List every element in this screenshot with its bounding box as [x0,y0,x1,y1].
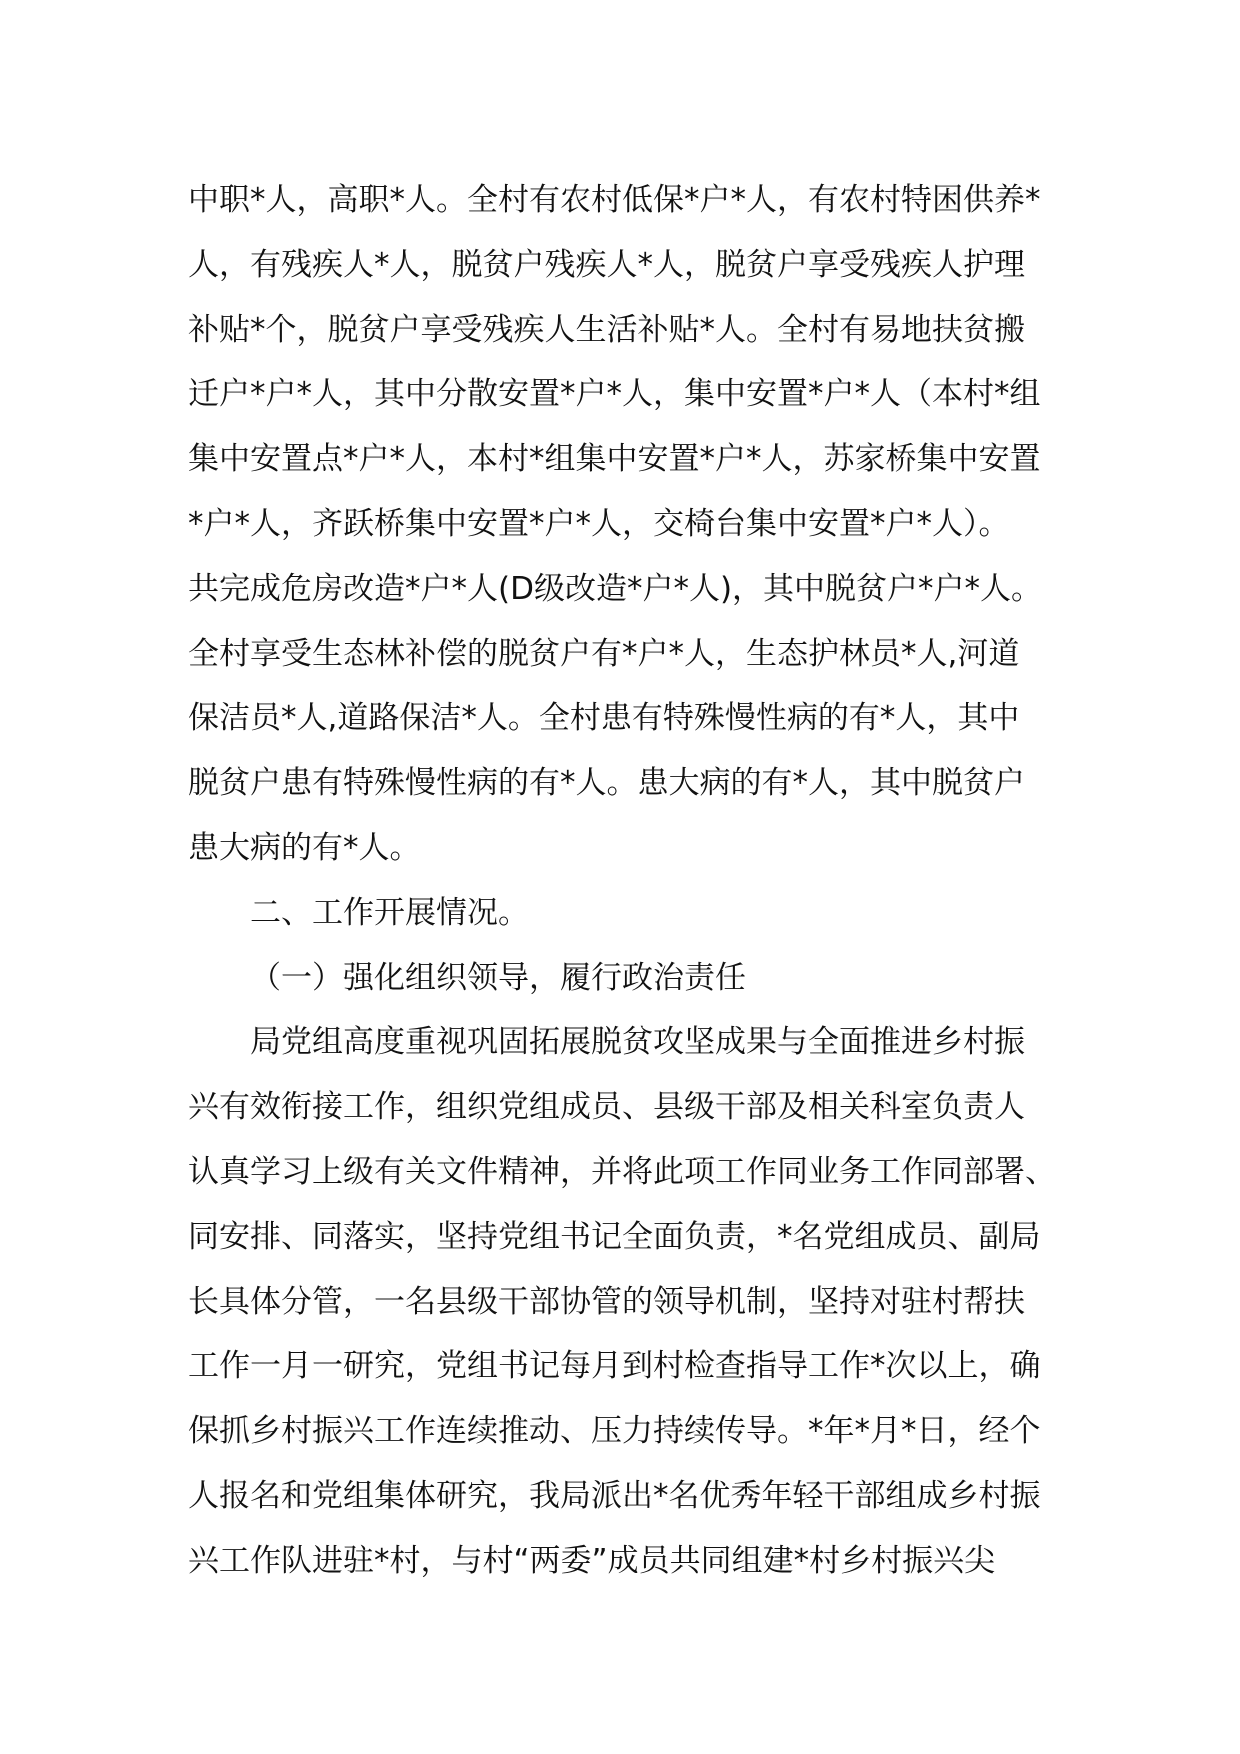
text-line: 补贴*个，脱贫户享受残疾人生活补贴*人。全村有易地扶贫搬 [188,311,1025,348]
text-line: 迁户*户*人，其中分散安置*户*人，集中安置*户*人（本村*组 [188,376,1041,413]
subsection-heading: （一）强化组织领导，履行政治责任 [250,959,746,996]
section-heading: 二、工作开展情况。 [250,894,529,931]
text-line: 人报名和党组集体研究，我局派出*名优秀年轻干部组成乡村振 [188,1477,1041,1514]
text-line: 同安排、同落实，坚持党组书记全面负责，*名党组成员、副局 [188,1218,1041,1255]
text-line: 人，有残疾人*人，脱贫户残疾人*人，脱贫户享受残疾人护理 [188,246,1025,283]
text-line: 长具体分管，一名县级干部协管的领导机制，坚持对驻村帮扶 [188,1283,1025,1320]
text-line: 认真学习上级有关文件精神，并将此项工作同业务工作同部署、 [188,1153,1056,1190]
text-line: 兴有效衔接工作，组织党组成员、县级干部及相关科室负责人 [188,1089,1025,1126]
text-line: 脱贫户患有特殊慢性病的有*人。患大病的有*人，其中脱贫户 [188,765,1025,802]
paragraph-first-line: 局党组高度重视巩固拓展脱贫攻坚成果与全面推进乡村振 [250,1024,1025,1061]
text-line: 工作一月一研究，党组书记每月到村检查指导工作*次以上，确 [188,1348,1041,1385]
body-text [188,168,1058,1594]
text-line: 集中安置点*户*人，本村*组集中安置*户*人，苏家桥集中安置 [188,441,1041,478]
text-line: 保洁员*人,道路保洁*人。全村患有特殊慢性病的有*人，其中 [188,700,1020,737]
text-line: 中职*人，高职*人。全村有农村低保*户*人，有农村特困供养* [188,182,1041,218]
text-line: 全村享受生态林补偿的脱贫户有*户*人，生态护林员*人,河道 [188,635,1020,672]
text-line: 保抓乡村振兴工作连续推动、压力持续传导。*年*月*日，经个 [188,1413,1041,1450]
text-line: 兴工作队进驻*村，与村“两委”成员共同组建*村乡村振兴尖 [188,1542,996,1579]
text-line: *户*人，齐跃桥集中安置*户*人，交椅台集中安置*户*人）。 [188,505,1010,542]
text-line: 共完成危房改造*户*人(D级改造*户*人)，其中脱贫户*户*人。 [188,570,1043,607]
text-line: 患大病的有*人。 [188,829,421,866]
